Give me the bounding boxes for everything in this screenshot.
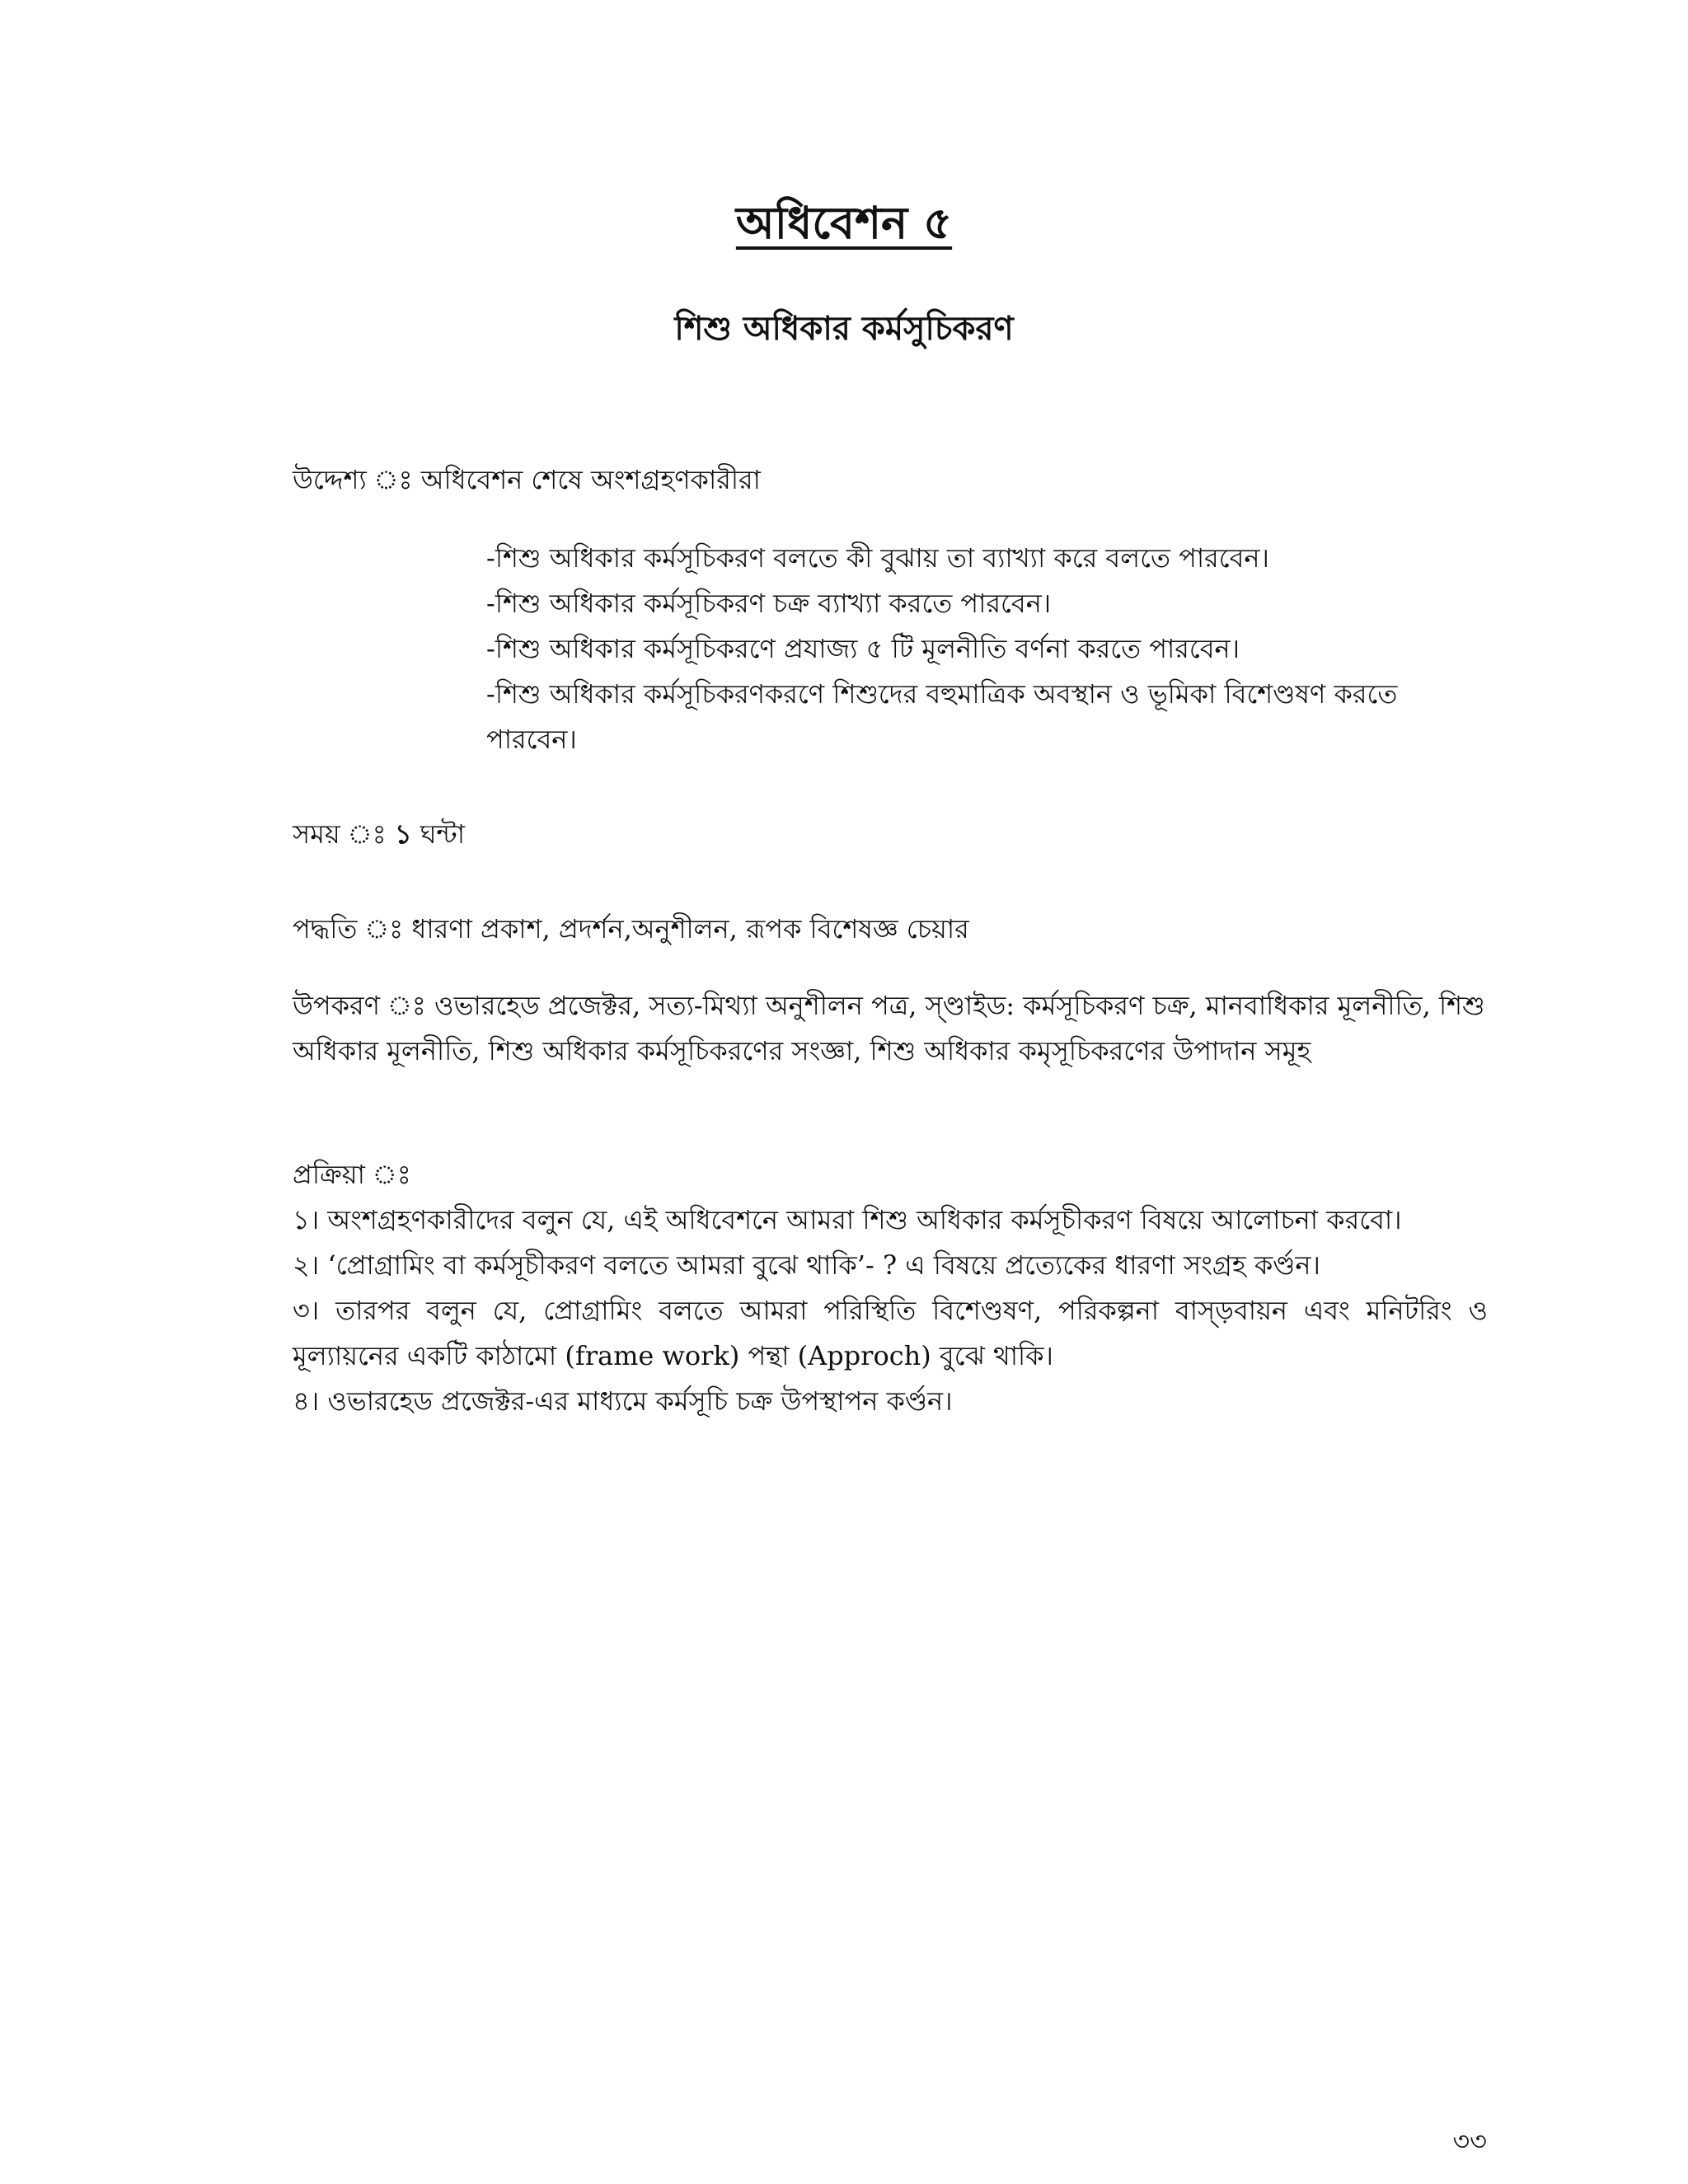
materials-paragraph: উপকরণ ঃ ওভারহেড প্রজেক্টর, সত্য-মিথ্যা অনুশীলন পত্র, স্ণ্ডাইড: কর্মসূচিকরণ চক্র, মানবাধিকার মূলনীতি, শিশু অধিকার মূলনীতি, শিশু অধিকার কর্মসূচিকরণের সংজ্ঞা, শিশু অধিকার কমৃসূচিকরণের উপাদান সমূহ <box>293 990 1485 1066</box>
time-unit: ঘন্টা <box>420 818 465 850</box>
objective-item: -শিশু অধিকার কর্মসূচিকরণ বলতে কী বুঝায় তা ব্যাখ্যা করে বলতে পারবেন। <box>486 542 1269 574</box>
process-step: ২। ‘প্রোগ্রামিং বা কর্মসূচীকরণ বলতে আমরা বুঝে থাকি’- ? এ বিষয়ে প্রত্যেকের ধারণা সংগ্রহ কর্ণ্ডন। <box>293 1249 1320 1281</box>
page-number: ৩৩ <box>1452 2125 1487 2157</box>
objectives-list <box>486 536 1434 762</box>
time-line <box>293 812 1488 857</box>
objective-item: -শিশু অধিকার কর্মসূচিকরণ চক্র ব্যাখ্যা করতে পারবেন। <box>486 588 1052 619</box>
process-label: প্রক্রিয়া ঃ <box>293 1159 411 1190</box>
process-step: ৩। তারপর বলুন যে, প্রোগ্রামিং বলতে আমরা পরিস্থিতি বিশেণ্ডষণ, পরিকল্পনা বাস্ড়বায়ন এবং মনিটরিং ও মূল্যায়নের একটি কাঠামো (frame work) পন্থা (Approch) বুঝে থাকি। <box>293 1295 1488 1371</box>
process-step: ১। অংশগ্রহণকারীদের বলুন যে, এই অধিবেশনে আমরা শিশু অধিকার কর্মসূচীকরণ বিষয়ে আলোচনা করবো। <box>293 1204 1402 1235</box>
session-title: অধিবেশন ৫ <box>735 196 953 249</box>
objective-item: -শিশু অধিকার কর্মসূচিকরণে প্রযাজ্য ৫ টি মূলনীতি বর্ণনা করতে পারবেন। <box>486 633 1240 664</box>
time-value: ১ <box>394 818 412 850</box>
objective-item: -শিশু অধিকার কর্মসূচিকরণকরণে শিশুদের বহুমাত্রিক অবস্থান ও ভূমিকা বিশেণ্ডষণ করতে পারবেন। <box>486 678 1398 755</box>
time-label: সময় ঃ <box>293 818 387 850</box>
objective-label: উদ্দেশ্য ঃ অধিবেশন শেষে অংশগ্রহণকারীরা <box>293 464 761 495</box>
session-subtitle: শিশু অধিকার কর্মসুচিকরণ <box>674 309 1014 348</box>
process-step: ৪। ওভারহেড প্রজেক্টর-এর মাধ্যমে কর্মসূচি চক্র উপস্থাপন কর্ণ্ডন। <box>293 1385 953 1417</box>
method-line: পদ্ধতি ঃ ধারণা প্রকাশ, প্রদর্শন,অনুশীলন, রূপক বিশেষজ্ঞ চেয়ার <box>293 913 969 944</box>
session-content <box>293 457 1488 1424</box>
